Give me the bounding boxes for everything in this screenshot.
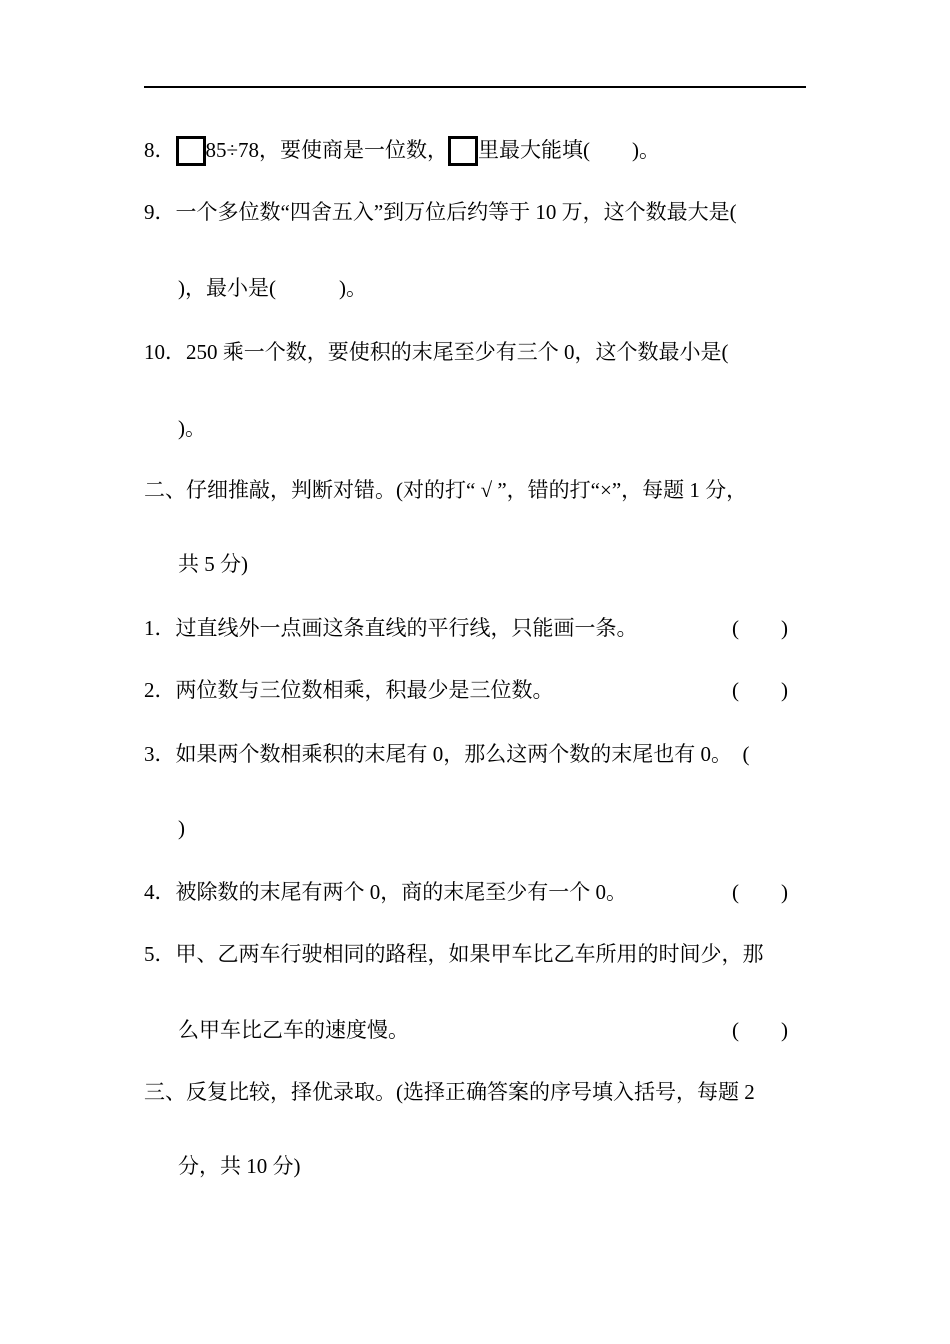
judge-item-1: 1．过直线外一点画这条直线的平行线，只能画一条。: [144, 616, 638, 640]
judge-item-3: 3．如果两个数相乘积的末尾有 0，那么这两个数的末尾也有 0。 (: [144, 742, 750, 766]
judge-item-5: 5．甲、乙两车行驶相同的路程，如果甲车比乙车所用的时间少，那: [144, 942, 764, 966]
question-8: [144, 136, 660, 166]
blank-box[interactable]: [176, 136, 206, 166]
question-9-line-1: 9．一个多位数“四舍五入”到万位后约等于 10 万，这个数最大是(: [144, 200, 737, 224]
answer-paren[interactable]: ( ): [732, 616, 788, 640]
section-3-heading-line-2: 分，共 10 分): [178, 1154, 301, 1178]
section-2-heading-line-1: 二、仔细推敲，判断对错。(对的打“ √ ”，错的打“×”，每题 1 分，: [144, 478, 748, 502]
answer-paren[interactable]: ( ): [732, 880, 788, 904]
question-10-line-2: )。: [178, 416, 206, 440]
judge-item-3-line-2: ): [178, 816, 185, 840]
answer-paren[interactable]: ( ): [732, 1018, 788, 1042]
judge-item-2: 2．两位数与三位数相乘，积最少是三位数。: [144, 678, 554, 702]
answer-paren[interactable]: ( ): [732, 678, 788, 702]
question-10-line-1: 10．250 乘一个数，要使积的末尾至少有三个 0，这个数最小是(: [144, 340, 729, 364]
question-8-text-a: 85÷78，要使商是一位数，: [205, 138, 449, 162]
question-8-number: 8．: [144, 138, 176, 162]
question-9-line-2: )，最小是( )。: [178, 276, 367, 300]
judge-item-5-line-2: 么甲车比乙车的速度慢。: [178, 1018, 409, 1042]
section-3-heading-line-1: 三、反复比较，择优录取。(选择正确答案的序号填入括号，每题 2: [144, 1080, 755, 1104]
section-2-heading-line-2: 共 5 分): [178, 552, 248, 576]
question-8-text-b: 里最大能填( )。: [478, 138, 661, 162]
header-rule: [144, 86, 806, 88]
judge-item-4: 4．被除数的末尾有两个 0，商的末尾至少有一个 0。: [144, 880, 627, 904]
blank-box[interactable]: [448, 136, 478, 166]
